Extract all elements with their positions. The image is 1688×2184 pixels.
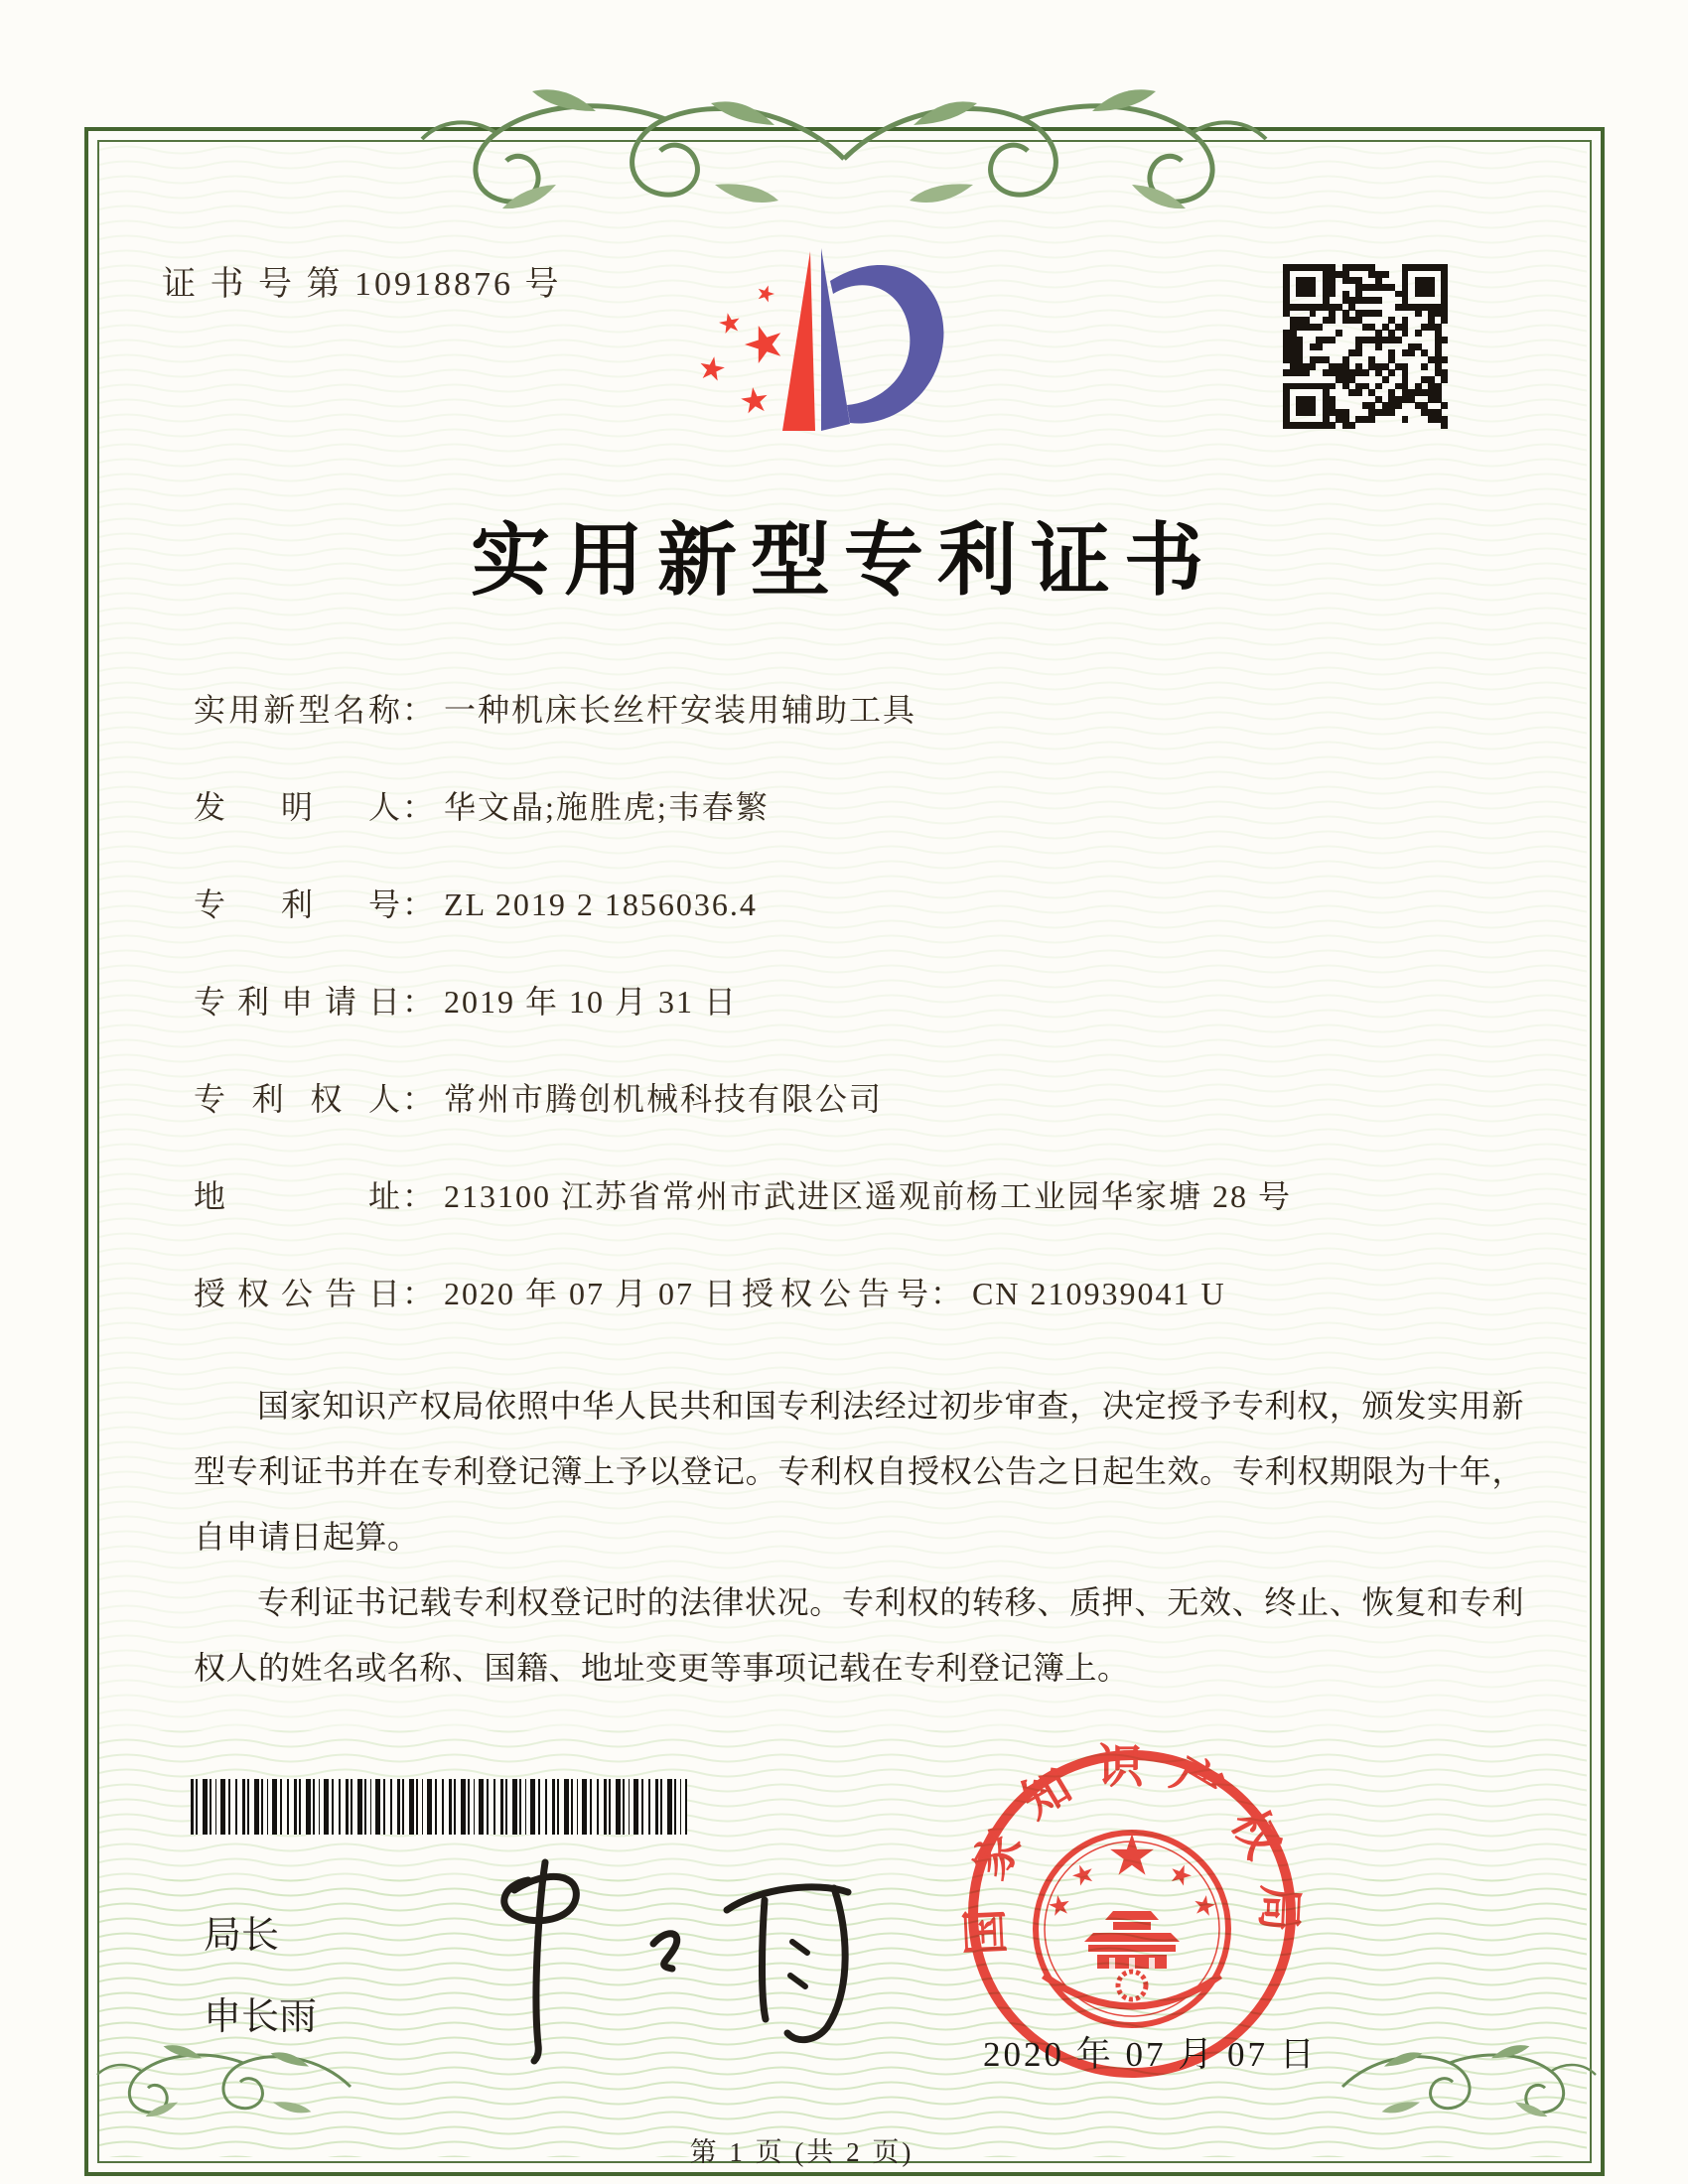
legal-paragraph-1: 国家知识产权局依照中华人民共和国专利法经过初步审查，决定授予专利权，颁发实用新型专利证书并在专利登记簿上予以登记。专利权自授权公告之日起生效。专利权期限为十年，自申请日起算。: [194, 1388, 1524, 1555]
field-label: 地 址: [194, 1178, 400, 1214]
field-colon: ：: [402, 1081, 435, 1117]
commissioner-title: 局长: [204, 1915, 280, 1957]
legal-text: [194, 1373, 1524, 1701]
cnipa-logo-icon: [635, 226, 953, 484]
field-row-grant: [194, 1277, 1524, 1311]
field-colon: ：: [402, 1276, 435, 1311]
commissioner-signature: [427, 1848, 864, 2072]
field-row: [194, 790, 1524, 825]
field-value: 213100 江苏省常州市武进区遥观前杨工业园华家塘 28 号: [444, 1178, 1293, 1214]
field-label: 授 权 公 告 日: [194, 1276, 400, 1311]
seal-text: 国家知识产权局: [958, 1741, 1306, 1957]
field-label: 专 利 申 请 日: [194, 984, 400, 1020]
national-emblem-icon: [1036, 1833, 1228, 2025]
field-colon: ：: [402, 692, 435, 728]
field-value: 2020 年 07 月 07 日: [444, 1276, 739, 1311]
field-value: ZL 2019 2 1856036.4: [444, 887, 758, 922]
field-label: 授 权 公 告 号: [742, 1276, 928, 1311]
field-value: 常州市腾创机械科技有限公司: [444, 1081, 884, 1117]
page-number: 第 1 页 (共 2 页): [689, 2137, 914, 2167]
barcode: [191, 1779, 687, 1835]
commissioner-name: 申长雨: [204, 1996, 318, 2038]
field-row: [194, 887, 1524, 922]
field-colon: ：: [402, 1178, 435, 1214]
field-colon: ：: [930, 1276, 963, 1311]
field-row: [194, 985, 1524, 1020]
field-label: 实 用 新 型 名 称: [194, 692, 400, 728]
field-value: 一种机床长丝杆安装用辅助工具: [444, 692, 917, 728]
field-row: [194, 693, 1524, 728]
legal-paragraph-2: 专利证书记载专利权登记时的法律状况。专利权的转移、质押、无效、终止、恢复和专利权人的姓名或名称、国籍、地址变更等事项记载在专利登记簿上。: [194, 1584, 1524, 1686]
certificate-number: 证 书 号 第 10918876 号: [162, 266, 562, 303]
field-value: 2019 年 10 月 31 日: [444, 984, 739, 1020]
field-label: 专 利 权 人: [194, 1081, 400, 1117]
field-colon: ：: [402, 984, 435, 1020]
field-value: 华文晶;施胜虎;韦春繁: [444, 789, 770, 825]
seal-date: 2020 年 07 月 07 日: [983, 2035, 1318, 2074]
qr-code: [1283, 264, 1448, 429]
field-label: 发 明 人: [194, 789, 400, 825]
field-colon: ：: [402, 887, 435, 922]
certificate-title: 实用新型专利证书: [471, 518, 1217, 606]
field-value: CN 210939041 U: [972, 1276, 1226, 1311]
field-label: 专 利 号: [194, 887, 400, 922]
field-colon: ：: [402, 789, 435, 825]
field-row: [194, 1082, 1524, 1117]
field-list: [194, 693, 1524, 1374]
field-row: [194, 1179, 1524, 1214]
